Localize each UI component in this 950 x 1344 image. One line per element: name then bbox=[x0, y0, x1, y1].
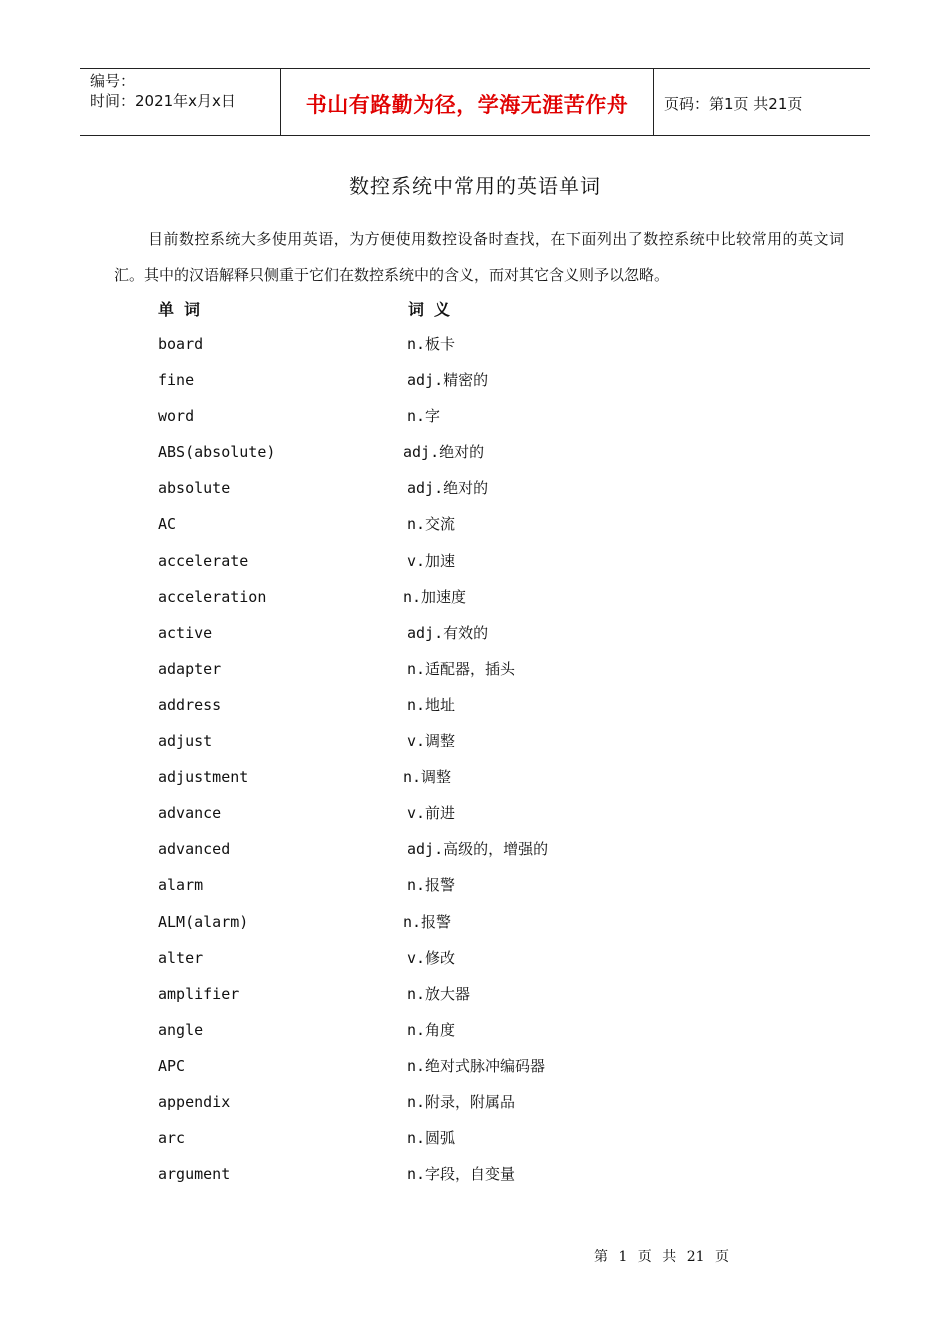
vocab-word: AC bbox=[158, 515, 177, 534]
vocab-row bbox=[0, 687, 950, 723]
vocab-word: ABS(absolute) bbox=[158, 443, 276, 462]
vocab-word: advance bbox=[158, 804, 222, 823]
document-number-label: 编号： bbox=[90, 72, 136, 90]
vocab-row bbox=[0, 976, 950, 1012]
vocabulary-list bbox=[0, 326, 950, 1192]
vocab-row bbox=[0, 1120, 950, 1156]
vocab-row bbox=[0, 615, 950, 651]
column-header-meaning: 词义 bbox=[408, 300, 461, 319]
vocab-row bbox=[0, 1012, 950, 1048]
vocab-meaning: n.调整 bbox=[403, 768, 452, 787]
vocab-meaning: n.圆弧 bbox=[407, 1129, 456, 1148]
vocab-meaning: n.地址 bbox=[407, 695, 456, 714]
vocab-word: amplifier bbox=[158, 984, 240, 1003]
vocab-meaning: adj.绝对的 bbox=[407, 479, 489, 498]
vocab-meaning: v.前进 bbox=[407, 804, 456, 823]
vocab-meaning: adj.精密的 bbox=[407, 371, 489, 390]
vocab-meaning: n.报警 bbox=[403, 912, 452, 931]
vocab-word: absolute bbox=[158, 479, 231, 498]
header-meta bbox=[80, 69, 281, 135]
vocab-row bbox=[0, 543, 950, 579]
vocab-meaning: n.字段，自变量 bbox=[407, 1165, 516, 1184]
vocab-row bbox=[0, 506, 950, 542]
vocab-meaning: n.放大器 bbox=[407, 984, 471, 1003]
column-header-word: 单词 bbox=[158, 300, 211, 319]
vocab-meaning: n.绝对式脉冲编码器 bbox=[407, 1056, 546, 1075]
vocab-row bbox=[0, 1084, 950, 1120]
vocab-row bbox=[0, 759, 950, 795]
vocab-meaning: adj.绝对的 bbox=[403, 443, 485, 462]
vocab-word: adapter bbox=[158, 659, 222, 678]
vocab-meaning: n.板卡 bbox=[407, 335, 456, 353]
vocab-meaning: n.适配器，插头 bbox=[407, 659, 516, 678]
vocab-word: address bbox=[158, 695, 222, 714]
vocab-meaning: v.加速 bbox=[407, 551, 456, 570]
vocab-word: alter bbox=[158, 948, 204, 967]
vocab-word: argument bbox=[158, 1165, 231, 1184]
vocab-word: fine bbox=[158, 371, 195, 390]
vocab-row bbox=[0, 470, 950, 506]
vocab-meaning: n.角度 bbox=[407, 1020, 456, 1039]
vocab-word: adjustment bbox=[158, 768, 249, 787]
vocab-row bbox=[0, 867, 950, 903]
vocab-meaning: v.修改 bbox=[407, 948, 456, 967]
vocab-word: advanced bbox=[158, 840, 231, 859]
vocab-meaning: n.加速度 bbox=[403, 587, 467, 606]
document-time-label: 时间：2021年x月x日 bbox=[90, 92, 236, 110]
vocab-row bbox=[0, 723, 950, 759]
vocab-meaning: n.字 bbox=[407, 407, 441, 426]
vocab-word: adjust bbox=[158, 732, 213, 751]
page-header bbox=[80, 68, 870, 136]
vocab-row bbox=[0, 831, 950, 867]
vocab-row bbox=[0, 326, 950, 362]
vocab-word: board bbox=[158, 335, 204, 353]
vocab-row bbox=[0, 940, 950, 976]
vocab-meaning: adj.有效的 bbox=[407, 623, 489, 642]
vocab-word: acceleration bbox=[158, 587, 267, 606]
vocab-meaning: v.调整 bbox=[407, 732, 456, 751]
vocab-word: appendix bbox=[158, 1092, 231, 1111]
vocab-word: APC bbox=[158, 1056, 186, 1075]
vocab-word: word bbox=[158, 407, 195, 426]
vocab-meaning: n.报警 bbox=[407, 876, 456, 895]
vocab-row bbox=[0, 1156, 950, 1192]
vocab-row bbox=[0, 795, 950, 831]
vocab-word: alarm bbox=[158, 876, 204, 895]
vocab-row bbox=[0, 904, 950, 940]
vocab-row bbox=[0, 434, 950, 470]
vocab-row bbox=[0, 651, 950, 687]
vocab-meaning: n.附录，附属品 bbox=[407, 1092, 516, 1111]
vocab-word: angle bbox=[158, 1020, 204, 1039]
vocab-meaning: n.交流 bbox=[407, 515, 456, 534]
intro-paragraph: 目前数控系统大多使用英语，为方便使用数控设备时查找，在下面列出了数控系统中比较常用的英文词汇。其中的汉语解释只侧重于它们在数控系统中的含义，而对其它含义则予以忽略。 bbox=[114, 230, 844, 284]
vocab-row bbox=[0, 1048, 950, 1084]
vocab-row bbox=[0, 579, 950, 615]
vocab-row bbox=[0, 398, 950, 434]
vocab-meaning: adj.高级的，增强的 bbox=[407, 840, 549, 859]
vocab-word: accelerate bbox=[158, 551, 249, 570]
header-motto: 书山有路勤为径，学海无涯苦作舟 bbox=[281, 69, 654, 135]
vocab-word: active bbox=[158, 623, 213, 642]
vocab-word: arc bbox=[158, 1129, 186, 1148]
document-title: 数控系统中常用的英语单词 bbox=[349, 174, 601, 198]
vocab-row bbox=[0, 362, 950, 398]
page-footer: 第 1 页 共 21 页 bbox=[594, 1249, 729, 1265]
header-page-info: 页码：第1页 共21页 bbox=[664, 94, 803, 113]
vocab-word: ALM(alarm) bbox=[158, 912, 249, 931]
